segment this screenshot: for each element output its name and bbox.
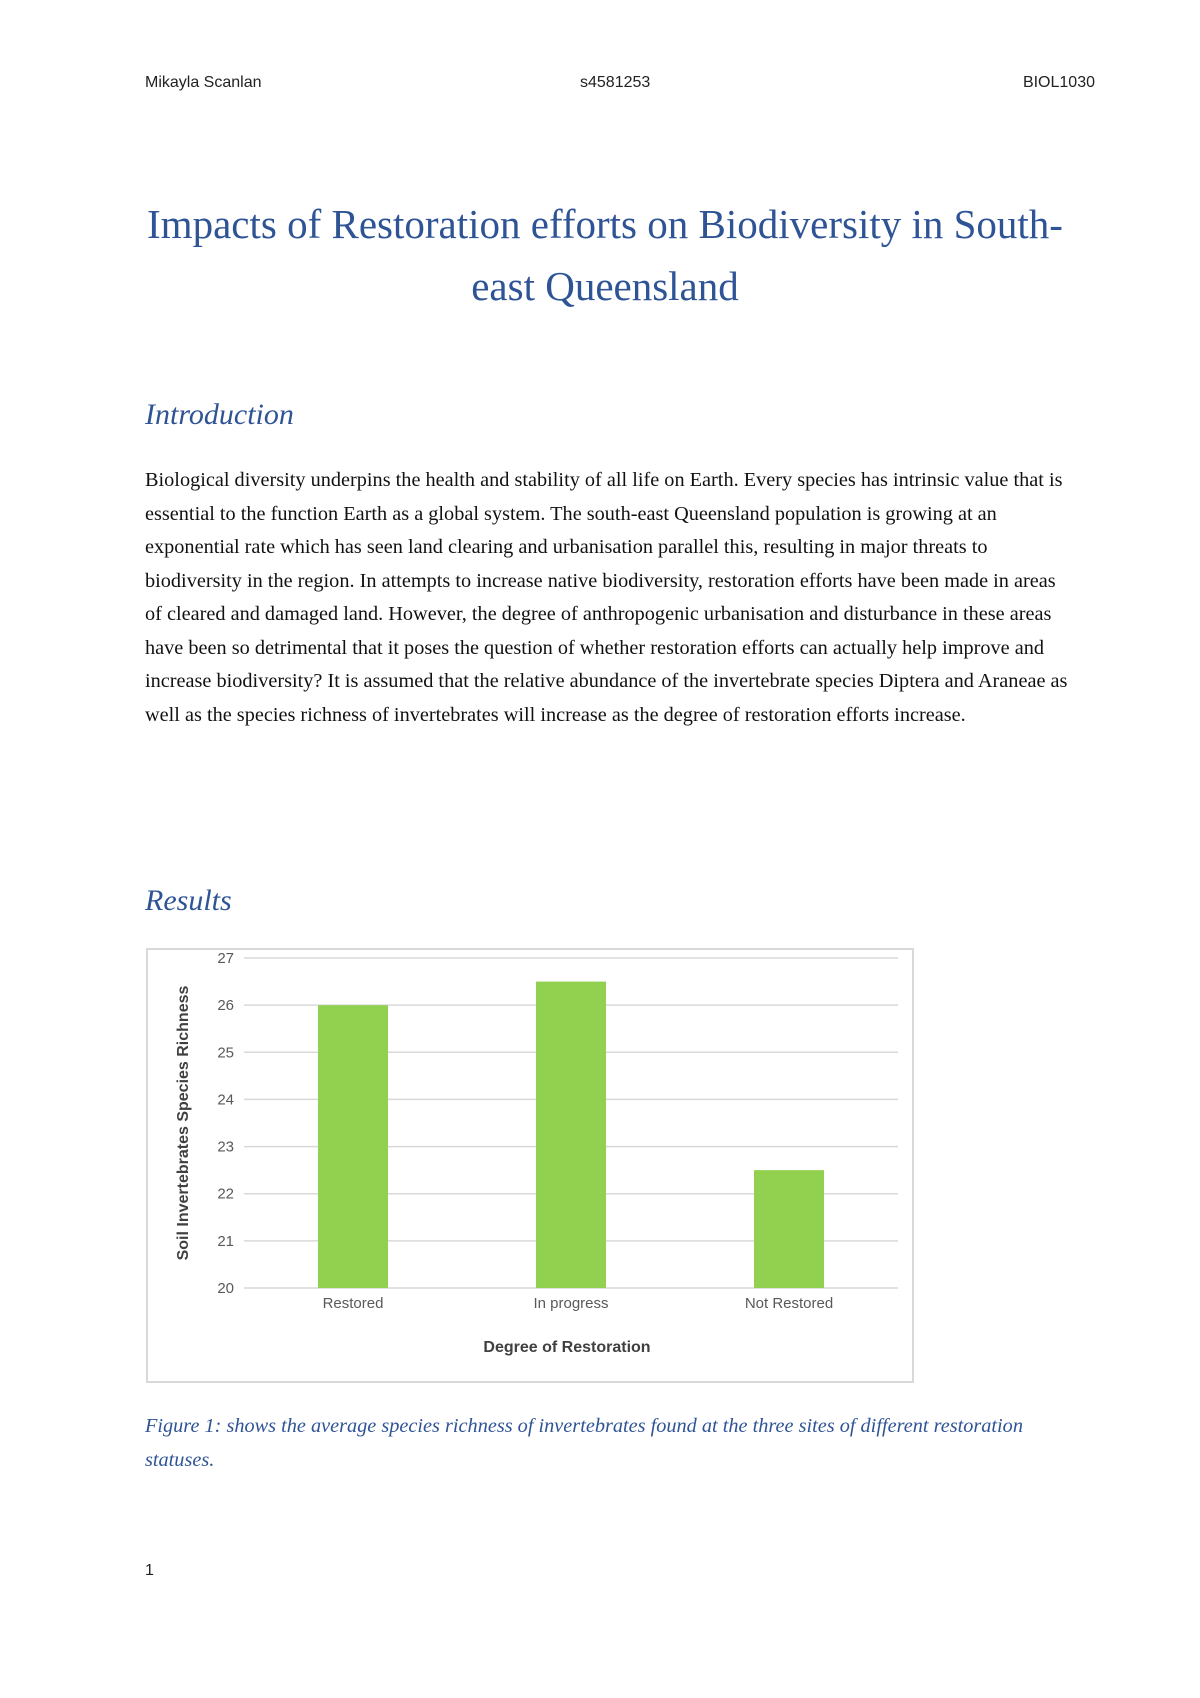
introduction-body: Biological diversity underpins the health and stability of all life on Earth. Every species has intrinsic value that is essential to the function Earth as a global system. The south-east Queensland population is growing at an exponential rate which has seen land clearing and urbanisation parallel this, resulting in major threats to biodiversity in the region. In attempts to increase native biodiversity, restoration efforts have been made in areas of cleared and damaged land. However, the degree of anthropogenic urbanisation and disturbance in these areas have been so detrimental that it poses the question of whether restoration efforts can actually help improve and increase biodiversity? It is assumed that the relative abundance of the invertebrate species Diptera and Araneae as well as the species richness of invertebrates will increase as the degree of restoration efforts increase. — [145, 469, 1068, 726]
y-tick-label: 20 — [217, 1280, 234, 1297]
course-code: BIOL1030 — [1022, 74, 1095, 91]
document-title: Impacts of Restoration efforts on Biodiversity in South-east Queensland — [147, 201, 1063, 309]
y-axis-title: Soil Invertebrates Species Richness — [175, 985, 192, 1261]
y-tick-label: 22 — [217, 1185, 234, 1203]
introduction-heading: Introduction — [145, 398, 294, 431]
x-tick-label: Restored — [322, 1295, 384, 1312]
author-name: Mikayla Scanlan — [145, 74, 262, 91]
bar-chart — [146, 948, 914, 1383]
y-tick-label: 26 — [217, 997, 234, 1015]
x-axis-title: Degree of Restoration — [483, 1339, 651, 1356]
bar-not-restored — [754, 1170, 824, 1288]
x-tick-label: In progress — [533, 1295, 609, 1312]
chart-canvas — [148, 950, 912, 1381]
page-header — [145, 74, 1095, 98]
bar-in-progress — [536, 982, 606, 1288]
student-id: s4581253 — [580, 74, 651, 91]
y-tick-label: 25 — [217, 1044, 234, 1062]
y-tick-label: 21 — [217, 1232, 234, 1250]
y-tick-label: 27 — [217, 950, 234, 967]
bar-restored — [318, 1005, 388, 1288]
results-heading: Results — [145, 884, 232, 917]
y-tick-label: 23 — [217, 1138, 234, 1156]
figure-caption: Figure 1: shows the average species richness of invertebrates found at the three sites of different restoration statuses. — [145, 1415, 1023, 1471]
x-tick-label: Not Restored — [744, 1295, 834, 1312]
y-tick-label: 24 — [217, 1091, 234, 1109]
page-number: 1 — [145, 1562, 154, 1579]
